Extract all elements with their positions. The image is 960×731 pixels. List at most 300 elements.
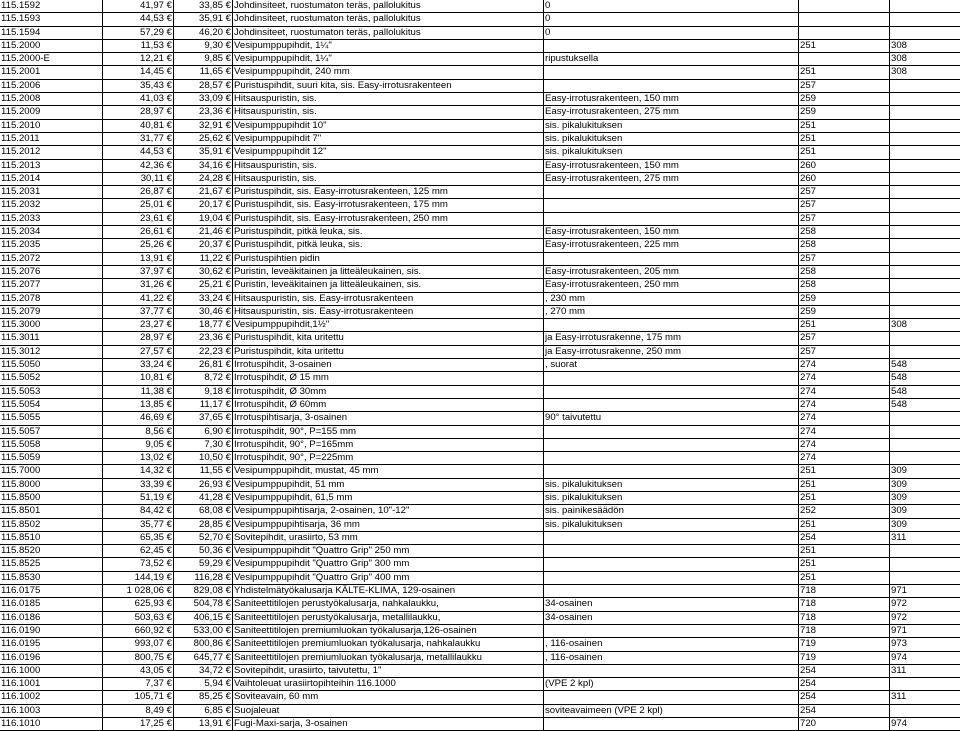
cell-additional-info bbox=[544, 372, 799, 385]
cell-catalog-page: 251 bbox=[799, 146, 890, 159]
cell-list-price: 73,52 € bbox=[103, 558, 174, 571]
cell-product-code: 115.2079 bbox=[0, 306, 103, 319]
cell-additional-info bbox=[544, 691, 799, 704]
cell-product-code: 115.2001 bbox=[0, 66, 103, 79]
cell-net-price: 28,85 € bbox=[174, 519, 233, 532]
cell-additional-info: ripustuksella bbox=[544, 53, 799, 66]
cell-list-price: 10,81 € bbox=[103, 372, 174, 385]
cell-product-name: Puristuspihdit, suuri kita, sis. Easy-irrotusrakenteen bbox=[233, 80, 544, 93]
cell-list-price: 28,97 € bbox=[103, 332, 174, 345]
cell-catalog-page: 718 bbox=[799, 598, 890, 611]
cell-additional-info: , 116-osainen bbox=[544, 652, 799, 665]
cell-additional-info: Easy-irrotusrakenteen, 150 mm bbox=[544, 226, 799, 239]
cell-catalog-page: 718 bbox=[799, 625, 890, 638]
cell-product-name: Vesipumppupihdit, 51 mm bbox=[233, 479, 544, 492]
cell-net-price: 6,85 € bbox=[174, 705, 233, 718]
cell-net-price: 26,81 € bbox=[174, 359, 233, 372]
cell-additional-info bbox=[544, 558, 799, 571]
cell-product-code: 115.3012 bbox=[0, 346, 103, 359]
cell-product-name: Johdinsiteet, ruostumaton teräs, pallolukitus bbox=[233, 27, 544, 40]
cell-additional-info: 0 bbox=[544, 13, 799, 26]
cell-alt-page: 548 bbox=[890, 386, 960, 399]
cell-list-price: 26,87 € bbox=[103, 186, 174, 199]
cell-catalog-page: 259 bbox=[799, 93, 890, 106]
cell-net-price: 34,72 € bbox=[174, 665, 233, 678]
cell-product-name: Puristuspihtien pidin bbox=[233, 253, 544, 266]
cell-product-code: 115.2072 bbox=[0, 253, 103, 266]
cell-product-name: Vesipumppupihdit,1½" bbox=[233, 319, 544, 332]
cell-net-price: 20,37 € bbox=[174, 239, 233, 252]
cell-product-code: 115.5058 bbox=[0, 439, 103, 452]
cell-product-name: Saniteettitilojen perustyökalusarja, nahkalaukku, bbox=[233, 598, 544, 611]
cell-alt-page: 973 bbox=[890, 638, 960, 651]
cell-alt-page: 309 bbox=[890, 492, 960, 505]
cell-product-code: 115.2006 bbox=[0, 80, 103, 93]
cell-additional-info bbox=[544, 532, 799, 545]
cell-additional-info: sis. painikesäädön bbox=[544, 505, 799, 518]
cell-list-price: 1 028,06 € bbox=[103, 585, 174, 598]
cell-alt-page bbox=[890, 332, 960, 345]
cell-product-code: 115.5052 bbox=[0, 372, 103, 385]
cell-additional-info: 0 bbox=[544, 27, 799, 40]
cell-catalog-page bbox=[799, 27, 890, 40]
cell-product-name: Suojaleuat bbox=[233, 705, 544, 718]
cell-product-code: 116.1001 bbox=[0, 678, 103, 691]
cell-list-price: 28,97 € bbox=[103, 106, 174, 119]
cell-product-code: 115.5050 bbox=[0, 359, 103, 372]
cell-product-code: 115.7000 bbox=[0, 465, 103, 478]
cell-list-price: 8,49 € bbox=[103, 705, 174, 718]
cell-product-name: Irrotuspihdit, Ø 30mm bbox=[233, 386, 544, 399]
cell-alt-page bbox=[890, 80, 960, 93]
cell-net-price: 533,00 € bbox=[174, 625, 233, 638]
cell-net-price: 11,55 € bbox=[174, 465, 233, 478]
cell-catalog-page: 258 bbox=[799, 266, 890, 279]
cell-net-price: 406,15 € bbox=[174, 612, 233, 625]
cell-alt-page bbox=[890, 213, 960, 226]
cell-product-name: Irrotuspihdit, 90°, P=155 mm bbox=[233, 426, 544, 439]
cell-catalog-page: 274 bbox=[799, 452, 890, 465]
cell-product-code: 115.2076 bbox=[0, 266, 103, 279]
cell-net-price: 21,46 € bbox=[174, 226, 233, 239]
cell-net-price: 28,57 € bbox=[174, 80, 233, 93]
cell-net-price: 35,91 € bbox=[174, 146, 233, 159]
cell-list-price: 17,25 € bbox=[103, 718, 174, 731]
cell-alt-page bbox=[890, 160, 960, 173]
cell-product-name: Puristuspihdit, kita uritettu bbox=[233, 346, 544, 359]
cell-net-price: 21,67 € bbox=[174, 186, 233, 199]
cell-product-code: 116.0196 bbox=[0, 652, 103, 665]
cell-product-code: 115.8502 bbox=[0, 519, 103, 532]
cell-additional-info bbox=[544, 213, 799, 226]
cell-additional-info bbox=[544, 319, 799, 332]
cell-list-price: 41,22 € bbox=[103, 293, 174, 306]
cell-net-price: 41,28 € bbox=[174, 492, 233, 505]
cell-list-price: 25,01 € bbox=[103, 199, 174, 212]
cell-alt-page: 309 bbox=[890, 505, 960, 518]
cell-catalog-page: 259 bbox=[799, 293, 890, 306]
cell-product-name: Puristuspihdit, kita uritettu bbox=[233, 332, 544, 345]
cell-product-code: 115.5057 bbox=[0, 426, 103, 439]
cell-alt-page bbox=[890, 239, 960, 252]
cell-net-price: 11,17 € bbox=[174, 399, 233, 412]
cell-additional-info bbox=[544, 718, 799, 731]
cell-product-name: Sovitepihdit, urasiirto, taivutettu, 1" bbox=[233, 665, 544, 678]
cell-product-name: Vesipumppupihdit, 61,5 mm bbox=[233, 492, 544, 505]
cell-additional-info bbox=[544, 399, 799, 412]
cell-product-name: Vesipumppupihdit "Quattro Grip" 250 mm bbox=[233, 545, 544, 558]
cell-alt-page bbox=[890, 346, 960, 359]
cell-additional-info bbox=[544, 80, 799, 93]
cell-additional-info: sis. pikalukituksen bbox=[544, 479, 799, 492]
cell-alt-page: 548 bbox=[890, 359, 960, 372]
cell-catalog-page: 274 bbox=[799, 386, 890, 399]
cell-product-code: 115.5053 bbox=[0, 386, 103, 399]
cell-net-price: 10,50 € bbox=[174, 452, 233, 465]
cell-catalog-page: 258 bbox=[799, 279, 890, 292]
cell-net-price: 26,93 € bbox=[174, 479, 233, 492]
cell-list-price: 26,61 € bbox=[103, 226, 174, 239]
cell-alt-page bbox=[890, 186, 960, 199]
cell-catalog-page: 254 bbox=[799, 691, 890, 704]
cell-alt-page bbox=[890, 253, 960, 266]
cell-additional-info bbox=[544, 40, 799, 53]
cell-net-price: 24,28 € bbox=[174, 173, 233, 186]
cell-additional-info: sis. pikalukituksen bbox=[544, 146, 799, 159]
cell-product-code: 115.5054 bbox=[0, 399, 103, 412]
cell-catalog-page: 257 bbox=[799, 80, 890, 93]
cell-catalog-page: 254 bbox=[799, 665, 890, 678]
cell-alt-page: 974 bbox=[890, 718, 960, 731]
cell-product-name: Vesipumppupihdit, 1¼" bbox=[233, 53, 544, 66]
cell-additional-info: 34-osainen bbox=[544, 612, 799, 625]
cell-product-name: Saniteettitilojen perustyökalusarja, metallilaukku, bbox=[233, 612, 544, 625]
cell-additional-info bbox=[544, 452, 799, 465]
cell-alt-page bbox=[890, 412, 960, 425]
cell-alt-page: 311 bbox=[890, 665, 960, 678]
cell-product-code: 115.8500 bbox=[0, 492, 103, 505]
cell-alt-page bbox=[890, 678, 960, 691]
cell-alt-page bbox=[890, 199, 960, 212]
cell-alt-page: 308 bbox=[890, 53, 960, 66]
cell-product-name: Irrotuspihdit, 90°, P=225mm bbox=[233, 452, 544, 465]
cell-product-code: 116.0195 bbox=[0, 638, 103, 651]
cell-catalog-page: 259 bbox=[799, 306, 890, 319]
cell-product-name: Puristuspihdit, sis. Easy-irrotusrakenteen, 125 mm bbox=[233, 186, 544, 199]
cell-product-code: 115.5055 bbox=[0, 412, 103, 425]
cell-product-name: Vesipumppupihtisarja, 36 mm bbox=[233, 519, 544, 532]
cell-alt-page: 971 bbox=[890, 585, 960, 598]
cell-list-price: 46,69 € bbox=[103, 412, 174, 425]
cell-list-price: 660,92 € bbox=[103, 625, 174, 638]
cell-additional-info: , 116-osainen bbox=[544, 638, 799, 651]
cell-list-price: 11,38 € bbox=[103, 386, 174, 399]
cell-additional-info: 34-osainen bbox=[544, 598, 799, 611]
cell-net-price: 11,65 € bbox=[174, 66, 233, 79]
cell-catalog-page: 258 bbox=[799, 239, 890, 252]
cell-catalog-page bbox=[799, 13, 890, 26]
cell-catalog-page: 257 bbox=[799, 253, 890, 266]
cell-list-price: 65,35 € bbox=[103, 532, 174, 545]
cell-list-price: 33,39 € bbox=[103, 479, 174, 492]
cell-net-price: 20,17 € bbox=[174, 199, 233, 212]
cell-list-price: 12,21 € bbox=[103, 53, 174, 66]
cell-catalog-page: 251 bbox=[799, 40, 890, 53]
cell-list-price: 23,27 € bbox=[103, 319, 174, 332]
cell-net-price: 30,62 € bbox=[174, 266, 233, 279]
cell-product-name: Vesipumppupihdit "Quattro Grip" 400 mm bbox=[233, 572, 544, 585]
cell-list-price: 51,19 € bbox=[103, 492, 174, 505]
cell-alt-page: 972 bbox=[890, 612, 960, 625]
cell-net-price: 116,28 € bbox=[174, 572, 233, 585]
cell-product-name: Irrotuspihdit, 3-osainen bbox=[233, 359, 544, 372]
cell-product-name: Puristuspihdit, pitkä leuka, sis. bbox=[233, 226, 544, 239]
cell-list-price: 13,02 € bbox=[103, 452, 174, 465]
cell-additional-info: Easy-irrotusrakenteen, 150 mm bbox=[544, 93, 799, 106]
cell-product-code: 115.2009 bbox=[0, 106, 103, 119]
cell-net-price: 33,24 € bbox=[174, 293, 233, 306]
cell-net-price: 11,22 € bbox=[174, 253, 233, 266]
cell-list-price: 57,29 € bbox=[103, 27, 174, 40]
cell-alt-page bbox=[890, 0, 960, 13]
cell-product-code: 115.3000 bbox=[0, 319, 103, 332]
cell-product-code: 115.2033 bbox=[0, 213, 103, 226]
cell-list-price: 13,91 € bbox=[103, 253, 174, 266]
cell-alt-page bbox=[890, 133, 960, 146]
cell-catalog-page: 254 bbox=[799, 678, 890, 691]
cell-product-name: Vesipumppupihdit, 240 mm bbox=[233, 66, 544, 79]
cell-additional-info bbox=[544, 186, 799, 199]
cell-net-price: 32,91 € bbox=[174, 120, 233, 133]
cell-additional-info: ja Easy-irrotusrakenne, 250 mm bbox=[544, 346, 799, 359]
cell-product-code: 115.8000 bbox=[0, 479, 103, 492]
cell-list-price: 23,61 € bbox=[103, 213, 174, 226]
cell-product-name: Fugi-Maxi-sarja, 3-osainen bbox=[233, 718, 544, 731]
cell-list-price: 993,07 € bbox=[103, 638, 174, 651]
cell-alt-page: 972 bbox=[890, 598, 960, 611]
cell-net-price: 33,09 € bbox=[174, 93, 233, 106]
cell-alt-page bbox=[890, 545, 960, 558]
cell-catalog-page: 718 bbox=[799, 612, 890, 625]
cell-product-code: 115.2011 bbox=[0, 133, 103, 146]
cell-list-price: 30,11 € bbox=[103, 173, 174, 186]
cell-product-code: 115.3011 bbox=[0, 332, 103, 345]
cell-catalog-page: 251 bbox=[799, 66, 890, 79]
cell-alt-page bbox=[890, 439, 960, 452]
cell-net-price: 85,25 € bbox=[174, 691, 233, 704]
cell-catalog-page: 257 bbox=[799, 332, 890, 345]
cell-additional-info bbox=[544, 465, 799, 478]
cell-net-price: 33,85 € bbox=[174, 0, 233, 13]
cell-list-price: 37,97 € bbox=[103, 266, 174, 279]
cell-alt-page: 548 bbox=[890, 372, 960, 385]
cell-product-code: 115.2012 bbox=[0, 146, 103, 159]
cell-catalog-page: 260 bbox=[799, 173, 890, 186]
cell-product-name: Saniteettitilojen premiumluokan työkalusarja,126-osainen bbox=[233, 625, 544, 638]
cell-catalog-page: 274 bbox=[799, 426, 890, 439]
cell-product-code: 115.2008 bbox=[0, 93, 103, 106]
cell-net-price: 25,21 € bbox=[174, 279, 233, 292]
cell-net-price: 23,36 € bbox=[174, 332, 233, 345]
cell-catalog-page: 254 bbox=[799, 532, 890, 545]
cell-additional-info: sis. pikalukituksen bbox=[544, 133, 799, 146]
cell-additional-info: sis. pikalukituksen bbox=[544, 120, 799, 133]
cell-additional-info bbox=[544, 625, 799, 638]
cell-catalog-page: 257 bbox=[799, 186, 890, 199]
cell-list-price: 25,26 € bbox=[103, 239, 174, 252]
cell-catalog-page: 251 bbox=[799, 519, 890, 532]
cell-catalog-page: 251 bbox=[799, 492, 890, 505]
cell-list-price: 84,42 € bbox=[103, 505, 174, 518]
cell-net-price: 30,46 € bbox=[174, 306, 233, 319]
cell-product-name: Puristin, leveäkitainen ja litteäleukainen, sis. bbox=[233, 279, 544, 292]
cell-list-price: 11,53 € bbox=[103, 40, 174, 53]
cell-list-price: 7,37 € bbox=[103, 678, 174, 691]
cell-product-code: 115.2010 bbox=[0, 120, 103, 133]
cell-catalog-page: 257 bbox=[799, 346, 890, 359]
cell-additional-info: (VPE 2 kpl) bbox=[544, 678, 799, 691]
cell-list-price: 31,26 € bbox=[103, 279, 174, 292]
cell-alt-page bbox=[890, 13, 960, 26]
cell-additional-info bbox=[544, 66, 799, 79]
cell-list-price: 40,81 € bbox=[103, 120, 174, 133]
cell-product-name: Hitsauspuristin, sis. bbox=[233, 93, 544, 106]
cell-additional-info bbox=[544, 439, 799, 452]
cell-catalog-page: 254 bbox=[799, 705, 890, 718]
cell-list-price: 800,75 € bbox=[103, 652, 174, 665]
cell-list-price: 35,43 € bbox=[103, 80, 174, 93]
cell-alt-page bbox=[890, 226, 960, 239]
cell-product-code: 115.5059 bbox=[0, 452, 103, 465]
cell-net-price: 25,62 € bbox=[174, 133, 233, 146]
cell-list-price: 8,56 € bbox=[103, 426, 174, 439]
cell-additional-info: Easy-irrotusrakenteen, 225 mm bbox=[544, 239, 799, 252]
cell-list-price: 41,03 € bbox=[103, 93, 174, 106]
cell-catalog-page: 251 bbox=[799, 558, 890, 571]
cell-product-code: 115.2034 bbox=[0, 226, 103, 239]
cell-product-code: 115.2014 bbox=[0, 173, 103, 186]
cell-net-price: 9,30 € bbox=[174, 40, 233, 53]
cell-catalog-page: 719 bbox=[799, 652, 890, 665]
cell-additional-info bbox=[544, 199, 799, 212]
cell-product-name: Hitsauspuristin, sis. Easy-irrotusrakenteen bbox=[233, 306, 544, 319]
cell-product-code: 116.0185 bbox=[0, 598, 103, 611]
cell-net-price: 52,70 € bbox=[174, 532, 233, 545]
cell-alt-page bbox=[890, 106, 960, 119]
cell-alt-page: 311 bbox=[890, 532, 960, 545]
cell-catalog-page: 251 bbox=[799, 572, 890, 585]
cell-additional-info bbox=[544, 572, 799, 585]
cell-net-price: 22,23 € bbox=[174, 346, 233, 359]
cell-product-name: Irrotuspihdit, Ø 60mm bbox=[233, 399, 544, 412]
cell-net-price: 68,08 € bbox=[174, 505, 233, 518]
cell-additional-info bbox=[544, 426, 799, 439]
cell-catalog-page: 258 bbox=[799, 226, 890, 239]
cell-list-price: 62,45 € bbox=[103, 545, 174, 558]
cell-list-price: 14,45 € bbox=[103, 66, 174, 79]
cell-alt-page bbox=[890, 279, 960, 292]
cell-alt-page: 974 bbox=[890, 652, 960, 665]
cell-alt-page: 971 bbox=[890, 625, 960, 638]
cell-product-name: Sovitepihdit, urasiirto, 53 mm bbox=[233, 532, 544, 545]
cell-list-price: 27,57 € bbox=[103, 346, 174, 359]
cell-product-code: 115.1592 bbox=[0, 0, 103, 13]
cell-product-name: Vesipumppupihdit 12" bbox=[233, 146, 544, 159]
cell-additional-info: , suorat bbox=[544, 359, 799, 372]
cell-net-price: 13,91 € bbox=[174, 718, 233, 731]
cell-net-price: 46,20 € bbox=[174, 27, 233, 40]
cell-product-name: Hitsauspuristin, sis. Easy-irrotusrakenteen bbox=[233, 293, 544, 306]
cell-alt-page: 548 bbox=[890, 399, 960, 412]
cell-additional-info: sis. pikalukituksen bbox=[544, 519, 799, 532]
cell-product-name: Puristin, leveäkitainen ja litteäleukainen, sis. bbox=[233, 266, 544, 279]
cell-product-name: Hitsauspuristin, sis. bbox=[233, 173, 544, 186]
cell-list-price: 41,97 € bbox=[103, 0, 174, 13]
cell-product-code: 115.8520 bbox=[0, 545, 103, 558]
cell-catalog-page: 274 bbox=[799, 399, 890, 412]
cell-additional-info bbox=[544, 665, 799, 678]
cell-additional-info bbox=[544, 386, 799, 399]
cell-additional-info: sis. pikalukituksen bbox=[544, 492, 799, 505]
cell-list-price: 42,36 € bbox=[103, 160, 174, 173]
cell-catalog-page: 260 bbox=[799, 160, 890, 173]
cell-catalog-page: 259 bbox=[799, 106, 890, 119]
cell-net-price: 645,77 € bbox=[174, 652, 233, 665]
cell-product-name: Irrotuspihtisarja, 3-osainen bbox=[233, 412, 544, 425]
cell-product-code: 115.2000 bbox=[0, 40, 103, 53]
cell-net-price: 829,08 € bbox=[174, 585, 233, 598]
cell-list-price: 44,53 € bbox=[103, 13, 174, 26]
cell-product-name: Vesipumppupihtisarja, 2-osainen, 10"-12" bbox=[233, 505, 544, 518]
cell-additional-info: , 270 mm bbox=[544, 306, 799, 319]
cell-additional-info: soviteavaimeen (VPE 2 kpl) bbox=[544, 705, 799, 718]
cell-product-code: 115.1593 bbox=[0, 13, 103, 26]
cell-net-price: 9,18 € bbox=[174, 386, 233, 399]
cell-product-name: Vaihtoleuat urasiirtopihteihin 116.1000 bbox=[233, 678, 544, 691]
cell-product-name: Irrotuspihdit, 90°, P=165mm bbox=[233, 439, 544, 452]
cell-list-price: 37,77 € bbox=[103, 306, 174, 319]
cell-catalog-page: 251 bbox=[799, 479, 890, 492]
cell-list-price: 43,05 € bbox=[103, 665, 174, 678]
cell-alt-page: 309 bbox=[890, 479, 960, 492]
cell-product-name: Soviteavain, 60 mm bbox=[233, 691, 544, 704]
cell-net-price: 37,65 € bbox=[174, 412, 233, 425]
cell-list-price: 31,77 € bbox=[103, 133, 174, 146]
cell-product-name: Puristuspihdit, sis. Easy-irrotusrakenteen, 175 mm bbox=[233, 199, 544, 212]
cell-net-price: 504,78 € bbox=[174, 598, 233, 611]
cell-list-price: 503,63 € bbox=[103, 612, 174, 625]
cell-alt-page bbox=[890, 93, 960, 106]
cell-product-name: Vesipumppupihdit, mustat, 45 mm bbox=[233, 465, 544, 478]
cell-product-name: Vesipumppupihdit, 1¼" bbox=[233, 40, 544, 53]
cell-catalog-page: 720 bbox=[799, 718, 890, 731]
cell-product-name: Johdinsiteet, ruostumaton teräs, pallolukitus bbox=[233, 13, 544, 26]
cell-product-code: 116.0175 bbox=[0, 585, 103, 598]
cell-product-code: 116.0186 bbox=[0, 612, 103, 625]
cell-additional-info: Easy-irrotusrakenteen, 250 mm bbox=[544, 279, 799, 292]
cell-list-price: 44,53 € bbox=[103, 146, 174, 159]
cell-product-code: 116.1003 bbox=[0, 705, 103, 718]
cell-net-price: 8,72 € bbox=[174, 372, 233, 385]
cell-net-price: 35,91 € bbox=[174, 13, 233, 26]
cell-catalog-page: 251 bbox=[799, 465, 890, 478]
cell-additional-info bbox=[544, 585, 799, 598]
cell-additional-info: 0 bbox=[544, 0, 799, 13]
cell-product-code: 116.0190 bbox=[0, 625, 103, 638]
cell-product-name: Yhdistelmätyökalusarja KÄLTE-KLIMA, 129-osainen bbox=[233, 585, 544, 598]
cell-net-price: 19,04 € bbox=[174, 213, 233, 226]
cell-product-code: 115.8501 bbox=[0, 505, 103, 518]
